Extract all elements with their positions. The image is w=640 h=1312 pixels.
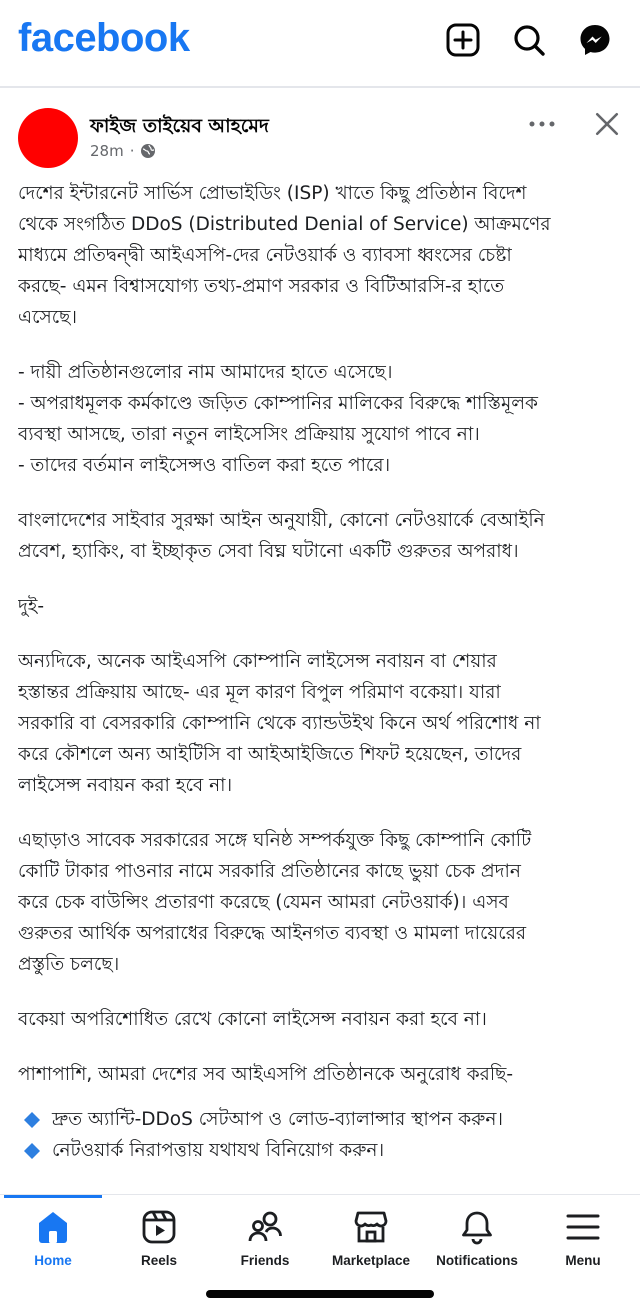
text-line: করে কৌশলে অন্য আইটিসি বা আইআইজিতে শিফট হয়েছেন, তাদের bbox=[18, 744, 522, 765]
paragraph bbox=[18, 825, 626, 980]
text-line: করছে- এমন বিশ্বাসযোগ্য তথ্য-প্রমাণ সরকার ও বিটিআরসি-র হাতে bbox=[18, 276, 505, 297]
paragraph bbox=[18, 591, 626, 622]
text-line: এছাড়াও সাবেক সরকারের সঙ্গে ঘনিষ্ঠ সম্পর্কযুক্ত কিছু কোম্পানি কোটি bbox=[18, 830, 532, 851]
author-name[interactable]: ফাইজ তাইয়েব আহমেদ bbox=[90, 115, 269, 137]
blue-diamond-icon bbox=[24, 1112, 40, 1128]
text-line: বকেয়া অপরিশোধিত রেখে কোনো লাইসেন্স নবায়ন করা হবে না। bbox=[18, 1009, 487, 1030]
avatar[interactable] bbox=[18, 108, 78, 168]
nav-home-label: Home bbox=[34, 1253, 72, 1268]
search-icon[interactable] bbox=[509, 20, 549, 60]
text-line: গুরুতর আর্থিক অপরাধের বিরুদ্ধে আইনগত ব্যবস্থা ও মামলা দায়েরের bbox=[18, 923, 527, 944]
post-text bbox=[18, 178, 626, 1188]
hamburger-menu-icon bbox=[565, 1209, 601, 1245]
text-line: লাইসেন্স নবায়ন করা হবে না। bbox=[18, 775, 233, 796]
more-options-icon[interactable] bbox=[524, 108, 560, 140]
top-app-bar bbox=[0, 0, 640, 88]
active-tab-indicator bbox=[4, 1195, 102, 1198]
reels-icon bbox=[141, 1209, 177, 1245]
text-line: দেশের ইন্টারনেট সার্ভিস প্রোভাইডিং (ISP) খাতে কিছু প্রতিষ্ঠান বিদেশ bbox=[18, 183, 527, 204]
facebook-logo[interactable]: facebook bbox=[18, 16, 190, 60]
paragraph bbox=[18, 178, 626, 333]
text-line: - অপরাধমূলক কর্মকাণ্ডে জড়িত কোম্পানির মালিকের বিরুদ্ধে শাস্তিমূলক bbox=[18, 393, 538, 414]
text-line: কোটি টাকার পাওনার নামে সরকারি প্রতিষ্ঠানের কাছে ভুয়া চেক প্রদান bbox=[18, 861, 521, 882]
nav-marketplace-label: Marketplace bbox=[331, 1253, 411, 1268]
text-line: প্রবেশ, হ্যাকিং, বা ইচ্ছাকৃত সেবা বিঘ্ন ঘটানো একটি গুরুতর অপরাধ। bbox=[18, 541, 519, 562]
nav-notifications-label: Notifications bbox=[436, 1253, 518, 1268]
create-plus-icon[interactable] bbox=[443, 20, 483, 60]
paragraph bbox=[18, 1059, 626, 1090]
bullet-text: দ্রুত অ্যান্টি-DDoS সেটআপ ও লোড-ব্যালান্সার স্থাপন করুন। bbox=[52, 1109, 504, 1130]
bell-icon bbox=[459, 1209, 495, 1245]
text-line: - দায়ী প্রতিষ্ঠানগুলোর নাম আমাদের হাতে এসেছে। bbox=[18, 362, 393, 383]
close-icon[interactable] bbox=[590, 106, 624, 142]
text-line: দুই- bbox=[18, 596, 45, 617]
text-line: মাধ্যমে প্রতিদ্বন্দ্বী আইএসপি-দের নেটওয়ার্ক ও ব্যাবসা ধ্বংসের চেষ্টা bbox=[18, 245, 512, 266]
bullet-text: নেটওয়ার্ক নিরাপত্তায় যথাযথ বিনিয়োগ করুন। bbox=[52, 1140, 385, 1161]
paragraph bbox=[18, 646, 626, 801]
messenger-icon[interactable] bbox=[575, 20, 615, 60]
text-line: - তাদের বর্তমান লাইসেন্সও বাতিল করা হতে পারে। bbox=[18, 455, 391, 476]
text-line: এসেছে। bbox=[18, 307, 77, 328]
friends-icon bbox=[247, 1209, 283, 1245]
text-line: পাশাপাশি, আমরা দেশের সব আইএসপি প্রতিষ্ঠানকে অনুরোধ করছি- bbox=[18, 1064, 514, 1085]
text-line: সরকারি বা বেসরকারি কোম্পানি থেকে ব্যান্ডউইথ কিনে অর্থ পরিশোধ না bbox=[18, 713, 541, 734]
home-icon bbox=[35, 1209, 71, 1245]
marketplace-icon bbox=[353, 1209, 389, 1245]
text-line: হস্তান্তর প্রক্রিয়ায় আছে- এর মূল কারণ বিপুল পরিমাণ বকেয়া। যারা bbox=[18, 682, 501, 703]
nav-notifications[interactable] bbox=[424, 1209, 530, 1279]
globe-icon bbox=[140, 143, 156, 159]
nav-menu-label: Menu bbox=[565, 1253, 601, 1268]
text-line: অন্যদিকে, অনেক আইএসপি কোম্পানি লাইসেন্স নবায়ন বা শেয়ার bbox=[18, 651, 497, 672]
bullet-item bbox=[18, 1104, 626, 1135]
nav-reels-label: Reels bbox=[140, 1253, 178, 1268]
dot-separator: · bbox=[129, 142, 135, 160]
nav-menu[interactable] bbox=[530, 1209, 636, 1279]
text-line: প্রস্তুতি চলছে। bbox=[18, 954, 120, 975]
post-time[interactable]: 28m bbox=[90, 142, 124, 160]
post-header bbox=[0, 104, 640, 170]
text-line: ব্যবস্থা আসছে, তারা নতুন লাইসেসিং প্রক্রিয়ায় সুযোগ পাবে না। bbox=[18, 424, 480, 445]
post-meta bbox=[90, 142, 156, 160]
nav-marketplace[interactable] bbox=[318, 1209, 424, 1279]
paragraph bbox=[18, 1004, 626, 1035]
nav-friends[interactable] bbox=[212, 1209, 318, 1279]
paragraph bbox=[18, 505, 626, 567]
nav-reels[interactable] bbox=[106, 1209, 212, 1279]
nav-home[interactable] bbox=[0, 1209, 106, 1279]
text-line: করে চেক বাউন্সিং প্রতারণা করেছে (যেমন আমরা নেটওয়ার্ক)। এসব bbox=[18, 892, 509, 913]
home-indicator[interactable] bbox=[206, 1290, 434, 1298]
text-line: থেকে সংগঠিত DDoS (Distributed Denial of Service) আক্রমণের bbox=[18, 214, 551, 235]
text-line: বাংলাদেশের সাইবার সুরক্ষা আইন অনুযায়ী, কোনো নেটওয়ার্কে বেআইনি bbox=[18, 510, 545, 531]
bullet-item bbox=[18, 1135, 626, 1166]
nav-friends-label: Friends bbox=[240, 1253, 290, 1268]
paragraph bbox=[18, 357, 626, 481]
blue-diamond-icon bbox=[24, 1143, 40, 1159]
